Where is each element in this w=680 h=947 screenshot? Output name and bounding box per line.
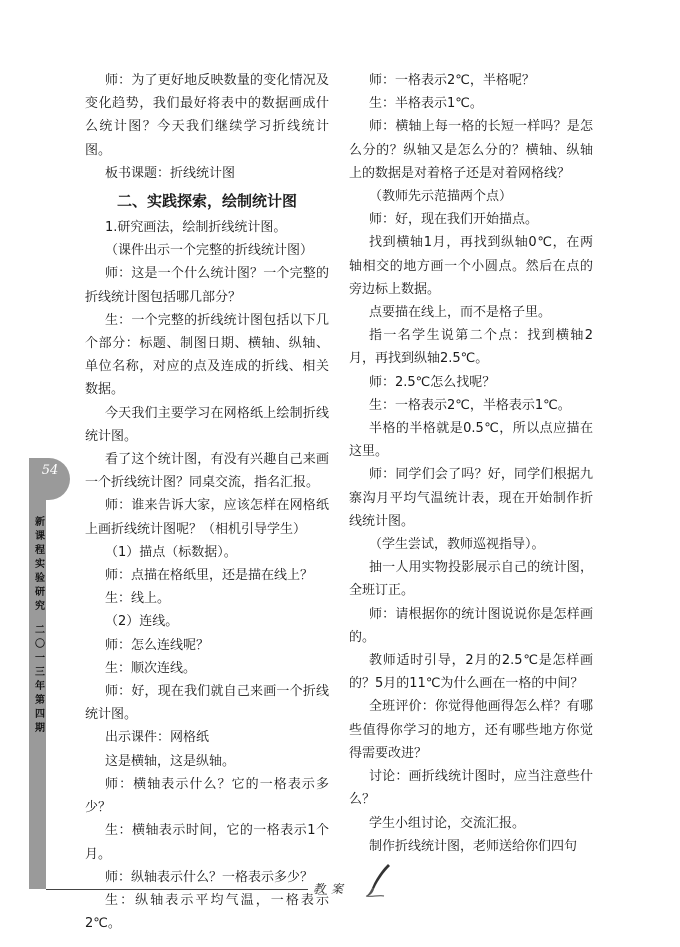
- paragraph: 制作折线统计图，老师送给你们四句: [369, 838, 578, 854]
- paragraph: 师：同学们会了吗？好，同学们根据九寨沟月平均气温统计表，现在开始制作折线统计图。: [349, 467, 593, 529]
- paragraph: 板书课题：折线统计图: [105, 165, 236, 181]
- paragraph: （教师先示范描两个点）: [369, 189, 513, 205]
- paragraph: 今天我们主要学习在网格纸上绘制折线统计图。: [85, 405, 329, 444]
- paragraph: 生：线上。: [105, 591, 171, 607]
- paragraph: 生：一格表示2℃，半格表示1℃。: [369, 397, 571, 413]
- paragraph: 全班评价：你觉得他画得怎么样？有哪些值得你学习的地方，还有哪些地方你觉得需要改进？: [349, 699, 593, 761]
- page-number: 54: [41, 463, 59, 478]
- paragraph: 师：横轴表示什么？它的一格表示多少？: [85, 776, 329, 816]
- journal-title: 新 课 程 实 验 研 究: [35, 517, 45, 612]
- paragraph: 师：为了更好地反映数量的变化情况及变化趋势，我们最好将表中的数据画成什么统计图？今天我们继续学习折线统计图。: [85, 73, 329, 158]
- paragraph: 师：点描在格纸里，还是描在线上？: [105, 568, 314, 584]
- paragraph: 教师适时引导，2月的2.5℃是怎样画的？5月的11℃为什么画在一格的中间？: [349, 653, 593, 692]
- paragraph: 指一名学生说第二个点：找到横轴2月，再找到纵轴2.5℃。: [349, 328, 593, 367]
- paragraph: 点要描在线上，而不是格子里。: [369, 305, 552, 321]
- paragraph: 半格的半格就是0.5℃，所以点应描在这里。: [349, 421, 593, 460]
- paragraph: 师：好，现在我们就自己来画一个折线统计图。: [85, 684, 329, 723]
- footer-rule: [46, 889, 308, 890]
- journal-title-vertical: [33, 516, 47, 736]
- paragraph: 生：半格表示1℃。: [369, 96, 483, 112]
- paragraph: （学生尝试，教师巡视指导）。: [369, 537, 545, 553]
- paragraph: 师：横轴上每一格的长短一样吗？是怎么分的？纵轴又是怎么分的？横轴、纵轴上的数据是对着格子还是对着网格线？: [349, 119, 593, 181]
- paragraph: 讨论：画折线统计图时，应当注意些什么？: [349, 769, 593, 808]
- paragraph: 生：顺次连线。: [105, 660, 197, 676]
- paragraph: 师：请根据你的统计图说说你是怎样画的。: [349, 606, 593, 645]
- paragraph: 学生小组讨论，交流汇报。: [369, 815, 526, 831]
- paragraph: 1.研究画法，绘制折线统计图。: [105, 220, 287, 236]
- paragraph: 师：这是一个什么统计图？一个完整的折线统计图包括哪几部分？: [85, 266, 329, 305]
- paragraph: 师：好，现在我们开始描点。: [369, 212, 539, 228]
- paragraph: 抽一人用实物投影展示自己的统计图，全班订正。: [349, 560, 593, 599]
- paragraph: 看了这个统计图，有没有兴趣自己来画一个折线统计图？同桌交流，指名汇报。: [85, 452, 329, 491]
- footer-label: 教案: [313, 882, 350, 896]
- paragraph: 出示课件：网格纸: [105, 730, 210, 746]
- paragraph: 这是横轴，这是纵轴。: [105, 753, 236, 769]
- right-column: [349, 69, 593, 858]
- quill-pen-icon: [364, 862, 392, 898]
- paragraph: 生：一个完整的折线统计图包括以下几个部分：标题、制图日期、横轴、纵轴、单位名称，对应的点及连成的折线、相关数据。: [85, 312, 329, 398]
- journal-issue: 二 〇 一 三 年 第 四 期: [35, 625, 45, 734]
- paragraph: 师：谁来告诉大家，应该怎样在网格纸上画折线统计图呢？（相机引导学生）: [85, 498, 329, 537]
- section-heading: 二、实践探索，绘制统计图: [116, 192, 297, 211]
- paragraph: 生：纵轴表示平均气温，一格表示2℃。: [85, 892, 329, 932]
- paragraph: 师：纵轴表示什么？一格表示多少？: [105, 869, 314, 885]
- paragraph: 师：2.5℃怎么找呢？: [369, 374, 496, 390]
- paragraph: （1）描点（标数据）。: [105, 544, 237, 560]
- paragraph: 师：一格表示2℃，半格呢？: [369, 73, 535, 88]
- paragraph: 生：横轴表示时间，它的一格表示1个月。: [85, 823, 329, 862]
- left-column: [85, 69, 329, 935]
- paragraph: （课件出示一个完整的折线统计图）: [105, 243, 314, 259]
- paragraph: 找到横轴1月，再找到纵轴0℃，在两轴相交的地方画一个小圆点。然后在点的旁边标上数据。: [349, 235, 593, 297]
- paragraph: （2）连线。: [105, 614, 179, 630]
- paragraph: 师：怎么连线呢？: [105, 637, 210, 653]
